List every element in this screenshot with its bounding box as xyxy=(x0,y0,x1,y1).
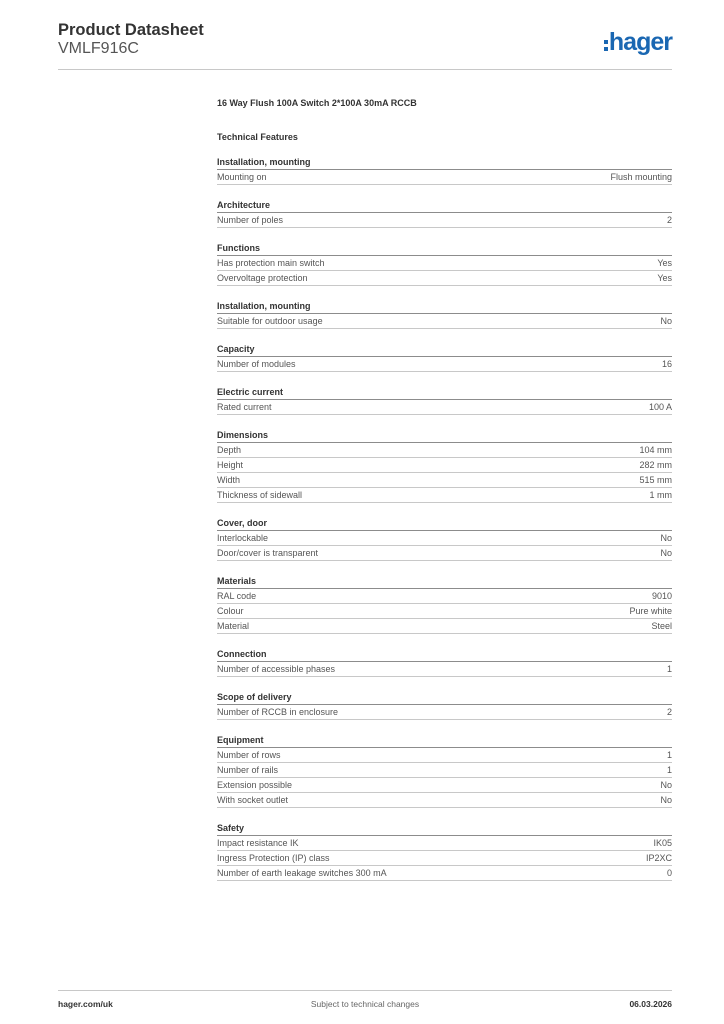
feature-label: Thickness of sidewall xyxy=(217,490,303,500)
feature-group xyxy=(217,576,672,634)
feature-groups xyxy=(217,157,672,881)
feature-value: No xyxy=(660,780,672,790)
feature-row xyxy=(217,662,672,677)
footer-divider xyxy=(58,990,672,991)
feature-row xyxy=(217,400,672,415)
group-heading: Equipment xyxy=(217,735,672,748)
group-heading: Capacity xyxy=(217,344,672,357)
feature-label: With socket outlet xyxy=(217,795,289,805)
hager-logo xyxy=(604,28,672,56)
feature-value: 0 xyxy=(666,868,672,878)
page-header xyxy=(58,20,672,70)
feature-value: 1 mm xyxy=(649,490,672,500)
group-heading: Scope of delivery xyxy=(217,692,672,705)
feature-label: Number of RCCB in enclosure xyxy=(217,707,339,717)
group-heading: Installation, mounting xyxy=(217,157,672,170)
feature-value: No xyxy=(660,316,672,326)
feature-group xyxy=(217,157,672,185)
feature-row xyxy=(217,213,672,228)
feature-label: Colour xyxy=(217,606,244,616)
feature-value: 100 A xyxy=(648,402,672,412)
feature-label: Rated current xyxy=(217,402,272,412)
footer-date: 06.03.2026 xyxy=(629,999,672,1009)
footer-notice: Subject to technical changes xyxy=(310,999,420,1009)
feature-row xyxy=(217,589,672,604)
feature-value: Flush mounting xyxy=(610,172,672,182)
feature-row xyxy=(217,836,672,851)
feature-value: Yes xyxy=(657,258,672,268)
feature-label: Ingress Protection (IP) class xyxy=(217,853,330,863)
feature-label: Width xyxy=(217,475,241,485)
feature-value: 16 xyxy=(661,359,672,369)
feature-label: Door/cover is transparent xyxy=(217,548,319,558)
feature-row xyxy=(217,271,672,286)
feature-value: 1 xyxy=(666,750,672,760)
feature-value: 9010 xyxy=(651,591,672,601)
feature-row xyxy=(217,488,672,503)
feature-label: Number of modules xyxy=(217,359,296,369)
feature-row xyxy=(217,314,672,329)
feature-value: 2 xyxy=(666,707,672,717)
feature-group xyxy=(217,344,672,372)
feature-row xyxy=(217,851,672,866)
feature-row xyxy=(217,604,672,619)
feature-row xyxy=(217,748,672,763)
feature-label: Interlockable xyxy=(217,533,269,543)
feature-row xyxy=(217,705,672,720)
group-heading: Architecture xyxy=(217,200,672,213)
feature-value: Yes xyxy=(657,273,672,283)
feature-group xyxy=(217,200,672,228)
feature-value: No xyxy=(660,533,672,543)
feature-value: IP2XC xyxy=(645,853,672,863)
group-heading: Electric current xyxy=(217,387,672,400)
feature-label: Height xyxy=(217,460,244,470)
group-heading: Materials xyxy=(217,576,672,589)
feature-label: Material xyxy=(217,621,250,631)
feature-label: Number of poles xyxy=(217,215,284,225)
feature-value: Steel xyxy=(651,621,672,631)
feature-group xyxy=(217,243,672,286)
feature-group xyxy=(217,735,672,808)
feature-value: 515 mm xyxy=(639,475,672,485)
group-heading: Connection xyxy=(217,649,672,662)
feature-label: Mounting on xyxy=(217,172,267,182)
feature-row xyxy=(217,546,672,561)
feature-row xyxy=(217,170,672,185)
group-heading: Cover, door xyxy=(217,518,672,531)
group-heading: Functions xyxy=(217,243,672,256)
feature-label: Number of earth leakage switches 300 mA xyxy=(217,868,387,878)
section-title: Technical Features xyxy=(217,132,298,142)
feature-value: No xyxy=(660,548,672,558)
feature-row xyxy=(217,866,672,881)
feature-value: Pure white xyxy=(629,606,672,616)
feature-value: 2 xyxy=(666,215,672,225)
feature-value: 282 mm xyxy=(639,460,672,470)
feature-group xyxy=(217,823,672,881)
feature-row xyxy=(217,619,672,634)
header-divider xyxy=(58,69,672,70)
feature-value: 104 mm xyxy=(639,445,672,455)
feature-row xyxy=(217,473,672,488)
feature-row xyxy=(217,357,672,372)
footer-website[interactable]: hager.com/uk xyxy=(58,999,113,1009)
feature-value: No xyxy=(660,795,672,805)
feature-group xyxy=(217,518,672,561)
page-footer xyxy=(58,998,672,1010)
feature-label: Depth xyxy=(217,445,242,455)
feature-label: Number of rows xyxy=(217,750,281,760)
feature-label: Overvoltage protection xyxy=(217,273,308,283)
feature-group xyxy=(217,387,672,415)
page-title: Product Datasheet xyxy=(58,21,204,39)
feature-label: Impact resistance IK xyxy=(217,838,299,848)
group-heading: Installation, mounting xyxy=(217,301,672,314)
group-heading: Safety xyxy=(217,823,672,836)
feature-group xyxy=(217,301,672,329)
feature-label: Number of accessible phases xyxy=(217,664,336,674)
product-name: 16 Way Flush 100A Switch 2*100A 30mA RCCB xyxy=(217,98,417,108)
feature-label: RAL code xyxy=(217,591,257,601)
feature-label: Extension possible xyxy=(217,780,293,790)
feature-label: Suitable for outdoor usage xyxy=(217,316,323,326)
datasheet-content xyxy=(217,97,672,881)
feature-label: Number of rails xyxy=(217,765,279,775)
feature-group xyxy=(217,692,672,720)
feature-row xyxy=(217,793,672,808)
feature-group xyxy=(217,430,672,503)
feature-row xyxy=(217,458,672,473)
feature-row xyxy=(217,443,672,458)
feature-value: 1 xyxy=(666,664,672,674)
feature-row xyxy=(217,531,672,546)
product-code: VMLF916C xyxy=(58,40,139,57)
feature-value: IK05 xyxy=(653,838,672,848)
feature-row xyxy=(217,778,672,793)
group-heading: Dimensions xyxy=(217,430,672,443)
feature-value: 1 xyxy=(666,765,672,775)
feature-row xyxy=(217,256,672,271)
logo-text: hager xyxy=(608,28,672,56)
feature-group xyxy=(217,649,672,677)
feature-row xyxy=(217,763,672,778)
logo-dots-icon xyxy=(604,40,608,51)
feature-label: Has protection main switch xyxy=(217,258,325,268)
